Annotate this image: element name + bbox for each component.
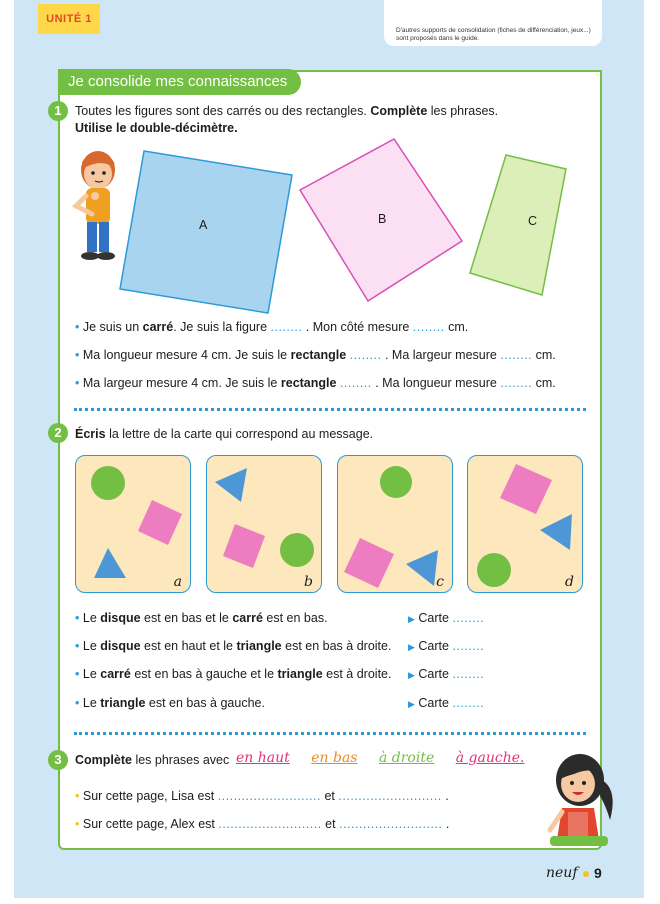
triangle-shape bbox=[215, 468, 247, 502]
keyword: carré bbox=[142, 320, 174, 334]
answer-label: Carte bbox=[418, 639, 449, 653]
answer-blank[interactable]: ........ bbox=[270, 320, 303, 334]
square-shape bbox=[344, 538, 394, 588]
exercise-1-number: 1 bbox=[48, 101, 68, 121]
message-text: est en bas. bbox=[266, 611, 328, 625]
sentence-text: . Mon côté mesure bbox=[305, 320, 410, 334]
exercise-2-instruction bbox=[75, 427, 373, 441]
figure-b-label: B bbox=[378, 212, 387, 226]
answer-blank[interactable]: ........ bbox=[500, 376, 533, 390]
exercise-3-number: 3 bbox=[48, 750, 68, 770]
square-shape bbox=[500, 464, 552, 514]
unit-label: UNITÉ 1 bbox=[38, 4, 100, 34]
disk-shape bbox=[477, 553, 511, 587]
section-divider bbox=[74, 408, 586, 411]
card-d[interactable] bbox=[467, 455, 583, 593]
message-3 bbox=[75, 667, 391, 681]
answer-blank[interactable]: ........ bbox=[349, 348, 382, 362]
figures-area bbox=[110, 145, 580, 310]
keyword: disque bbox=[100, 639, 141, 653]
answer-blank[interactable]: ........ bbox=[412, 320, 445, 334]
answer-1 bbox=[408, 611, 484, 625]
card-c-letter: c bbox=[436, 574, 444, 590]
message-text: est en bas à gauche et le bbox=[134, 667, 275, 681]
figure-a-square bbox=[120, 151, 292, 313]
instruction-text: la lettre de la carte qui correspond au message. bbox=[109, 427, 374, 441]
answer-blank[interactable]: ........ bbox=[500, 348, 533, 362]
sentence-text: Ma longueur mesure 4 cm. Je suis le bbox=[82, 348, 288, 362]
message-text: est en bas à droite. bbox=[285, 639, 392, 653]
sentence-text: . Ma longueur mesure bbox=[375, 376, 497, 390]
message-text: est à droite. bbox=[326, 667, 392, 681]
exercise-3-line-2 bbox=[75, 817, 449, 831]
arrow-right-icon: ▶ bbox=[408, 614, 415, 624]
sentence-text: . bbox=[445, 817, 450, 831]
answer-blank[interactable]: ........ bbox=[339, 376, 372, 390]
card-d-letter: d bbox=[565, 574, 574, 590]
word-a-gauche: à gauche. bbox=[455, 750, 525, 766]
keyword: carré bbox=[232, 611, 263, 625]
sentence-text: . bbox=[445, 789, 449, 803]
bullet: • bbox=[75, 611, 80, 625]
keyword: rectangle bbox=[280, 376, 337, 390]
section-divider bbox=[74, 732, 586, 735]
word-en-bas: en bas bbox=[311, 750, 358, 766]
card-a-shapes bbox=[76, 456, 191, 593]
instruction-text: Toutes les figures sont des carrés ou des rectangles. bbox=[75, 104, 367, 118]
keyword: triangle bbox=[100, 696, 146, 710]
bullet: • bbox=[75, 376, 80, 390]
bullet: • bbox=[75, 320, 80, 334]
message-2 bbox=[75, 639, 391, 653]
section-title: Je consolide mes connaissances bbox=[58, 69, 301, 95]
keyword: carré bbox=[100, 667, 131, 681]
bullet: • bbox=[75, 789, 80, 803]
answer-label: Carte bbox=[418, 696, 449, 710]
keyword: triangle bbox=[277, 667, 323, 681]
disk-shape bbox=[380, 466, 412, 498]
guide-note-box bbox=[384, 0, 602, 46]
answer-blank[interactable]: ........ bbox=[452, 667, 485, 681]
bullet: • bbox=[75, 639, 80, 653]
message-4 bbox=[75, 696, 265, 710]
message-text: Le bbox=[82, 611, 97, 625]
exercise-1-instruction-2: Utilise le double-décimètre. bbox=[75, 121, 238, 135]
disk-shape bbox=[91, 466, 125, 500]
sentence-text: et bbox=[324, 789, 335, 803]
word-a-droite: à droite bbox=[378, 750, 435, 766]
card-b[interactable] bbox=[206, 455, 322, 593]
answer-blank[interactable]: ........ bbox=[452, 639, 485, 653]
square-shape bbox=[138, 500, 182, 545]
page-number-word: neuf bbox=[546, 865, 578, 881]
keyword: disque bbox=[100, 611, 141, 625]
sentence-text: . Je suis la figure bbox=[173, 320, 268, 334]
exercise-1-sentence-3 bbox=[75, 376, 556, 390]
answer-blank[interactable]: .......................... bbox=[218, 817, 322, 831]
guide-note-text: D'autres supports de consolidation (fiches de différenciation, jeux...) sont proposés dans le guide. bbox=[396, 27, 591, 42]
sentence-text: Sur cette page, Lisa est bbox=[82, 789, 215, 803]
instruction-verb: Complète bbox=[75, 753, 132, 767]
instruction-verb: Complète bbox=[370, 104, 428, 118]
message-text: est en haut et le bbox=[144, 639, 233, 653]
sentence-text: Je suis un bbox=[82, 320, 140, 334]
message-text: est en bas à gauche. bbox=[148, 696, 265, 710]
sentence-text: Sur cette page, Alex est bbox=[82, 817, 215, 831]
message-text: est en bas et le bbox=[144, 611, 229, 625]
bullet: • bbox=[75, 667, 80, 681]
sentence-text: . Ma largeur mesure bbox=[384, 348, 497, 362]
card-b-shapes bbox=[207, 456, 322, 593]
answer-blank[interactable]: .......................... bbox=[217, 789, 321, 803]
bullet: • bbox=[75, 348, 80, 362]
instruction-verb: Écris bbox=[75, 427, 106, 441]
answer-label: Carte bbox=[418, 611, 449, 625]
word-en-haut: en haut bbox=[236, 750, 290, 766]
triangle-shape bbox=[94, 548, 126, 578]
exercise-1-sentence-2 bbox=[75, 348, 556, 362]
sentence-text: cm. bbox=[535, 376, 556, 390]
exercise-2-number: 2 bbox=[48, 423, 68, 443]
word-bank bbox=[236, 750, 524, 766]
instruction-text: les phrases avec bbox=[135, 753, 230, 767]
card-d-shapes bbox=[468, 456, 583, 593]
bullet: • bbox=[75, 817, 80, 831]
sentence-text: Ma largeur mesure 4 cm. Je suis le bbox=[82, 376, 278, 390]
footer-dot bbox=[583, 871, 589, 877]
message-text: Le bbox=[82, 667, 97, 681]
arrow-right-icon: ▶ bbox=[408, 642, 415, 652]
figure-a-label: A bbox=[199, 218, 208, 232]
card-a[interactable] bbox=[75, 455, 191, 593]
card-a-letter: a bbox=[173, 574, 182, 590]
arrow-right-icon: ▶ bbox=[408, 670, 415, 680]
sentence-text: cm. bbox=[535, 348, 556, 362]
triangle-shape bbox=[540, 514, 572, 550]
answer-blank[interactable]: ........ bbox=[452, 611, 485, 625]
keyword: triangle bbox=[236, 639, 282, 653]
exercise-1-instruction bbox=[75, 104, 498, 118]
answer-3 bbox=[408, 667, 484, 681]
keyword: rectangle bbox=[290, 348, 347, 362]
exercise-3-line-1 bbox=[75, 789, 449, 803]
square-shape bbox=[223, 524, 265, 568]
exercise-3-instruction bbox=[75, 753, 229, 767]
message-text: Le bbox=[82, 696, 97, 710]
girl-illustration bbox=[544, 750, 616, 850]
answer-2 bbox=[408, 639, 484, 653]
page-number: 9 bbox=[594, 865, 602, 881]
disk-shape bbox=[280, 533, 314, 567]
sentence-text: cm. bbox=[448, 320, 469, 334]
exercise-1-sentence-1 bbox=[75, 320, 468, 334]
arrow-right-icon: ▶ bbox=[408, 699, 415, 709]
figure-c-rectangle bbox=[470, 155, 566, 295]
card-c[interactable] bbox=[337, 455, 453, 593]
answer-blank[interactable]: ........ bbox=[452, 696, 485, 710]
sentence-text: et bbox=[325, 817, 336, 831]
bullet: • bbox=[75, 696, 80, 710]
card-c-shapes bbox=[338, 456, 453, 593]
triangle-shape bbox=[406, 550, 438, 586]
instruction-text: les phrases. bbox=[430, 104, 499, 118]
answer-4 bbox=[408, 696, 484, 710]
message-1 bbox=[75, 611, 328, 625]
card-b-letter: b bbox=[304, 574, 313, 590]
figure-c-label: C bbox=[528, 214, 538, 228]
answer-label: Carte bbox=[418, 667, 449, 681]
message-text: Le bbox=[82, 639, 97, 653]
answer-blank[interactable]: .......................... bbox=[338, 789, 442, 803]
answer-blank[interactable]: .......................... bbox=[339, 817, 443, 831]
